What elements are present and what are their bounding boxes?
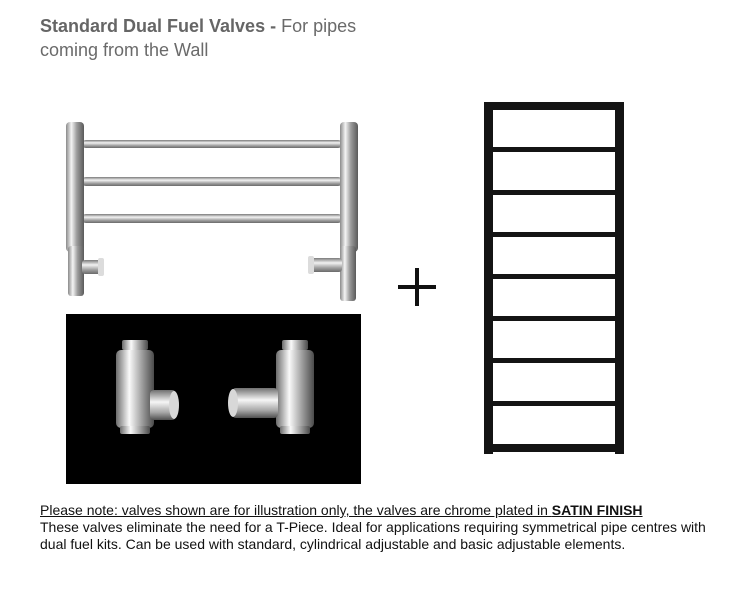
chrome-rail-valves-image xyxy=(62,118,362,308)
illustration-note xyxy=(40,502,643,518)
illustration-note-text: Please note: valves shown are for illustration only, the valves are chrome plated in xyxy=(40,502,552,518)
page-title xyxy=(40,14,460,62)
title-line-2: coming from the Wall xyxy=(40,40,209,60)
title-bold: Standard Dual Fuel Valves - xyxy=(40,16,282,36)
title-rest: For pipes xyxy=(281,16,357,36)
valves-closeup-image xyxy=(66,314,361,484)
satin-finish-label: SATIN FINISH xyxy=(551,502,643,518)
description-text: These valves eliminate the need for a T-Piece. Ideal for applications requiring symmetrical pipe centres with dual fuel kits. Can be used with standard, cylindrical adjustable and basic adjustable elements. xyxy=(40,519,706,552)
plus-icon xyxy=(394,264,440,310)
product-note xyxy=(40,502,720,553)
black-towel-rail-image xyxy=(478,98,630,458)
